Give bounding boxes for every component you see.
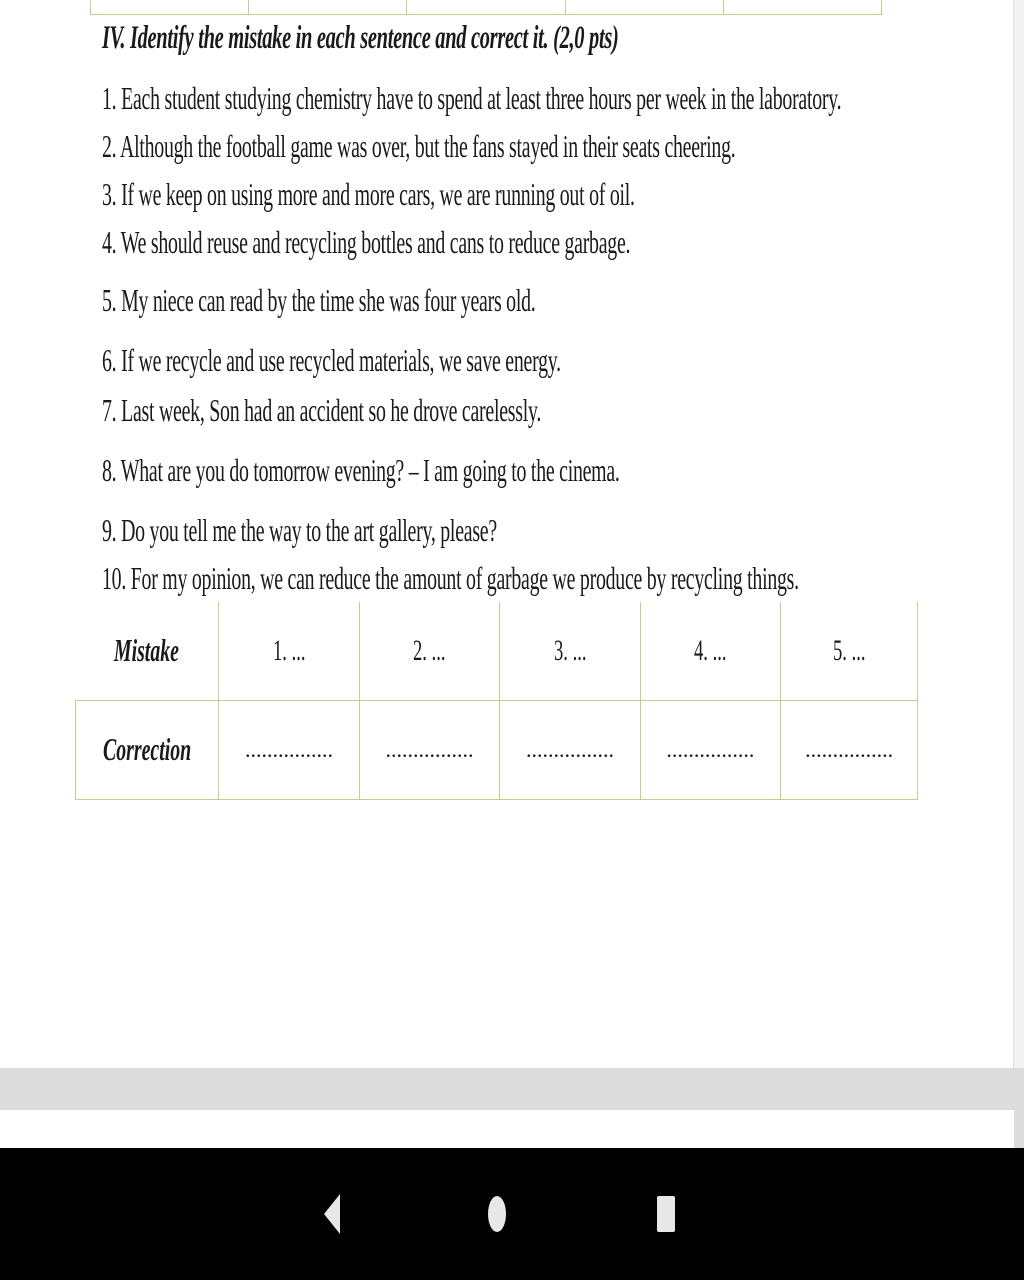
mistake-cell-1: 1. ... [219, 602, 359, 700]
sentence-3: 3. If we keep on using more and more cars, we are running out of oil. [102, 176, 635, 212]
sentence-7: 7. Last week, Son had an accident so he drove carelessly. [102, 392, 542, 428]
mistake-cell-2: 2. ... [359, 602, 499, 700]
correction-label-cell [76, 700, 219, 799]
sentence-10: 10. For my opinion, we can reduce the amount of garbage we produce by recycling things. [102, 560, 799, 596]
sentence-8: 8. What are you do tomorrow evening? – I am going to the cinema. [102, 452, 620, 488]
mistake-label-cell [76, 602, 219, 700]
mistake-cell-4: 4. ... [640, 602, 780, 700]
sentence-2: 2. Although the football game was over, but the fans stayed in their seats cheering. [102, 128, 736, 164]
correction-cell-1: ................ [219, 700, 359, 799]
page-separator [0, 1068, 1024, 1110]
correction-cell-4: ................ [640, 700, 780, 799]
home-button[interactable] [477, 1194, 517, 1234]
page-right-edge [1013, 0, 1024, 1068]
correction-cell-2: ................ [359, 700, 499, 799]
correction-label: Correction [103, 731, 192, 768]
home-icon [488, 1196, 506, 1232]
mistake-cell-5: 5. ... [781, 602, 918, 700]
previous-table-edge [90, 0, 882, 15]
exercise-heading: IV. Identify the mistake in each sentence and correct it. (2,0 pts) [102, 20, 619, 56]
recents-button[interactable] [646, 1194, 686, 1234]
sentence-6: 6. If we recycle and use recycled materials, we save energy. [102, 342, 561, 378]
correction-cell-5: ................ [781, 700, 918, 799]
sentence-9: 9. Do you tell me the way to the art gallery, please? [102, 512, 497, 548]
recents-icon [657, 1196, 675, 1232]
mistake-label: Mistake [114, 632, 180, 669]
sentence-5: 5. My niece can read by the time she was four years old. [102, 282, 536, 318]
sentence-4: 4. We should reuse and recycling bottles and cans to reduce garbage. [102, 224, 631, 260]
mistake-row [76, 602, 918, 700]
mistake-cell-3: 3. ... [500, 602, 640, 700]
next-page-edge [1014, 1110, 1024, 1148]
back-button[interactable] [312, 1194, 352, 1234]
answer-table [75, 602, 918, 800]
system-navigation-bar [0, 1148, 1024, 1280]
sentence-1: 1. Each student studying chemistry have to spend at least three hours per week in the laboratory. [102, 80, 842, 116]
next-page-top [0, 1110, 1014, 1148]
correction-cell-3: ................ [500, 700, 640, 799]
correction-row [76, 700, 918, 799]
back-icon [324, 1194, 340, 1234]
